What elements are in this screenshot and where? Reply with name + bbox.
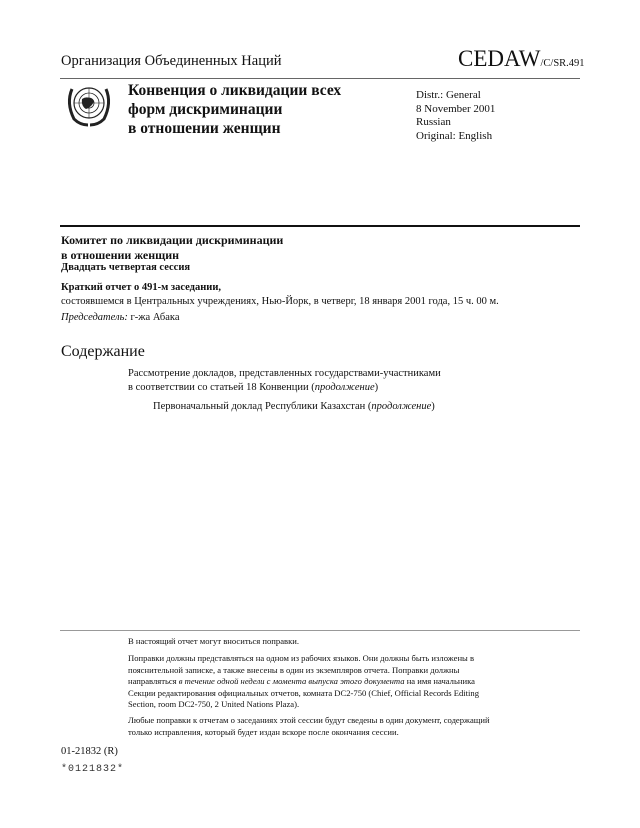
- un-emblem-icon: [64, 81, 114, 127]
- contents-subitem: Первоначальный доклад Республики Казахстан (продолжение): [153, 401, 435, 412]
- summary-record: [61, 281, 499, 309]
- title-line: в отношении женщин: [128, 120, 281, 137]
- barcode-text: *0121832*: [61, 764, 125, 775]
- language-line: Russian: [416, 116, 451, 128]
- chair-name: г-жа Абака: [130, 312, 180, 323]
- document-symbol: [458, 46, 585, 72]
- note-text: Поправки должны представляться на одном из рабочих языков. Они должны быть изложены в пояснительной записке, а также внесены в один из экземпляров отчета. Поправки должны направляться: [128, 653, 475, 686]
- note-italic: в течение одной недели с момента выпуска этого документа: [178, 676, 405, 686]
- session-name: Двадцать четвертая сессия: [61, 262, 191, 273]
- note-text: на имя начальника Секции редактирования официальных отчетов, комната DC2-750 (Chief, Official Records Editing Section, room DC2-750, 2 United Nations Plaza).: [128, 676, 480, 709]
- title-line: Конвенция о ликвидации всех: [128, 82, 342, 99]
- original-language-line: Original: English: [416, 129, 493, 142]
- continued-label: продолжение: [371, 401, 432, 412]
- document-number: 01-21832 (R): [61, 746, 118, 757]
- committee-line: Комитет по ликвидации дискриминации: [61, 233, 284, 247]
- distribution-info: [416, 89, 495, 143]
- contents-item: [128, 367, 441, 395]
- chair-label: Председатель:: [61, 312, 128, 323]
- contents-item-line: Рассмотрение докладов, представленных государствами-участниками: [128, 368, 441, 379]
- convention-title: [128, 81, 341, 138]
- committee-name: [61, 233, 283, 263]
- contents-heading: Содержание: [61, 343, 145, 360]
- chairperson: [61, 312, 180, 323]
- footer-note-2: [128, 653, 498, 711]
- title-line: форм дискриминации: [128, 101, 283, 118]
- summary-detail: состоявшемся в Центральных учреждениях, Нью-Йорк, в четверг, 18 января 2001 года, 15 ч. 00 м.: [61, 296, 499, 307]
- footer-note-1: В настоящий отчет могут вноситься поправки.: [128, 636, 299, 646]
- symbol-main: CEDAW: [458, 46, 541, 71]
- item-text: Первоначальный доклад Республики Казахстан (: [153, 401, 372, 412]
- symbol-sub: /C/SR.491: [540, 58, 585, 69]
- organization-name: Организация Объединенных Наций: [61, 53, 282, 69]
- footer-divider: [60, 630, 580, 631]
- date-line: 8 November 2001: [416, 102, 496, 115]
- distribution-line: Distr.: General: [416, 89, 481, 101]
- footer-note-3: Любые поправки к отчетам о заседаниях этой сессии будут сведены в один документ, содержащий только исправления, который будет издан вскоре после окончания сессии.: [128, 715, 490, 737]
- header-divider: [60, 78, 580, 79]
- item-text: в соответствии со статьей 18 Конвенции (: [128, 382, 315, 393]
- summary-title: Краткий отчет о 491-м заседании,: [61, 282, 222, 293]
- contents-item-line: в соответствии со статьей 18 Конвенции (продолжение): [128, 382, 379, 393]
- section-divider: [60, 225, 580, 227]
- continued-label: продолжение: [314, 382, 375, 393]
- committee-line: в отношении женщин: [61, 248, 180, 262]
